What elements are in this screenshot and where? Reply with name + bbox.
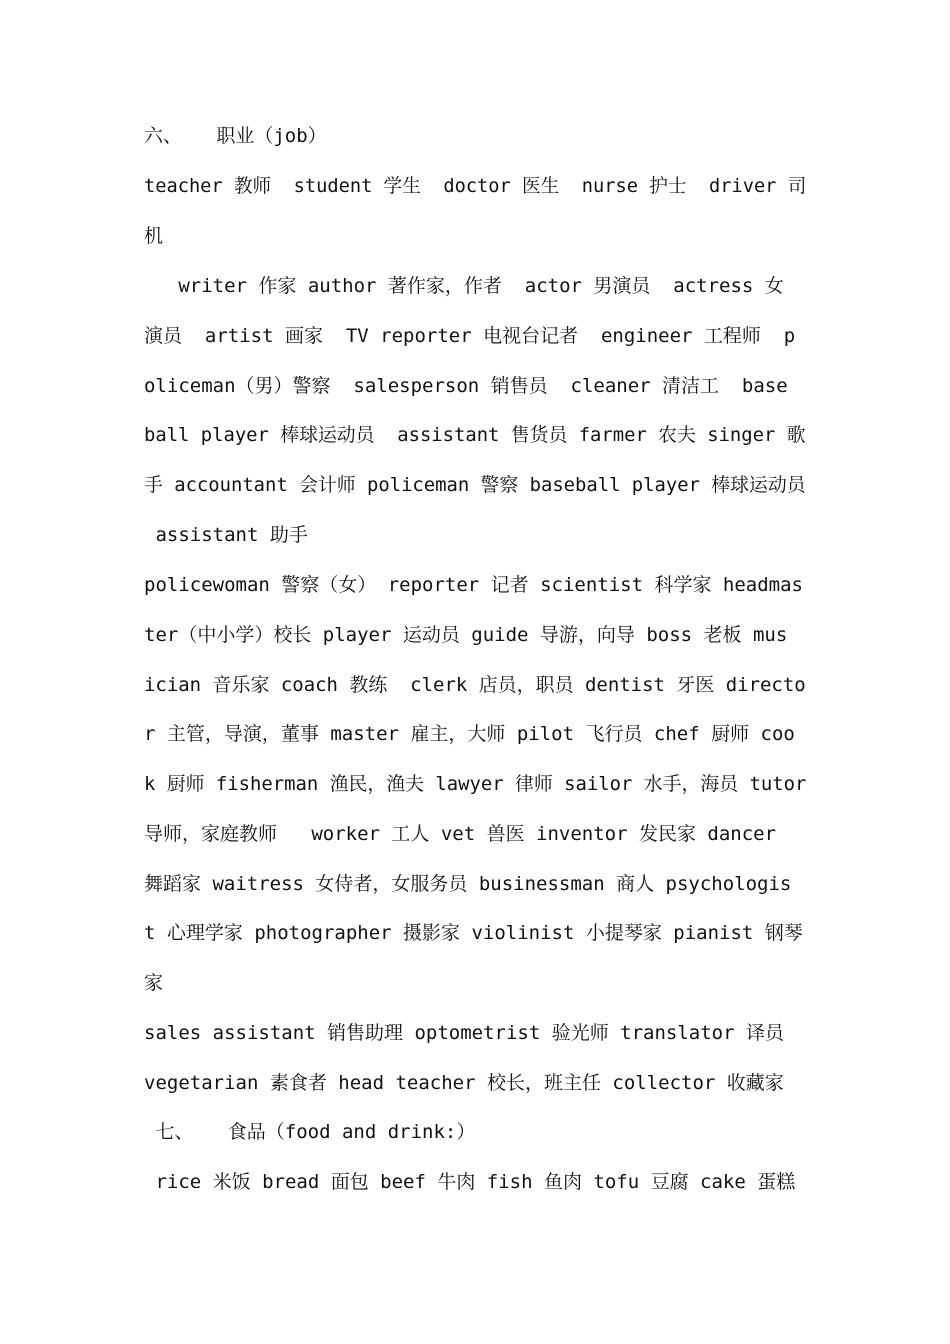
- text-line: vegetarian 素食者 head teacher 校长，班主任 collector 收藏家: [144, 1072, 784, 1094]
- text-line: 导师，家庭教师 worker 工人 vet 兽医 inventor 发民家 dancer: [144, 823, 777, 845]
- text-line: 家: [144, 972, 164, 994]
- text-line: assistant 助手: [144, 524, 308, 546]
- text-line: ter（中小学）校长 player 运动员 guide 导游，向导 boss 老板 mus: [144, 624, 788, 646]
- text-line: k 厨师 fisherman 渔民，渔夫 lawyer 律师 sailor 水手，海员 tutor: [144, 773, 807, 795]
- text-line: t 心理学家 photographer 摄影家 violinist 小提琴家 pianist 钢琴: [144, 922, 803, 944]
- section-heading-jobs: 六、 职业（job）: [144, 125, 327, 147]
- text-line: r 主管，导演，董事 master 雇主，大师 pilot 飞行员 chef 厨师 coo: [144, 723, 795, 745]
- text-line: 舞蹈家 waitress 女侍者，女服务员 businessman 商人 psychologis: [144, 873, 792, 895]
- section-heading-food: 七、 食品（food and drink:）: [144, 1121, 476, 1143]
- text-line: writer 作家 author 著作家，作者 actor 男演员 actress 女: [144, 275, 784, 297]
- text-line: ician 音乐家 coach 教练 clerk 店员，职员 dentist 牙医 directo: [144, 674, 806, 696]
- text-line: rice 米饭 bread 面包 beef 牛肉 fish 鱼肉 tofu 豆腐 cake 蛋糕: [144, 1171, 796, 1193]
- text-line: sales assistant 销售助理 optometrist 验光师 translator 译员: [144, 1022, 784, 1044]
- text-line: oliceman（男）警察 salesperson 销售员 cleaner 清洁工 base: [144, 375, 788, 397]
- text-line: ball player 棒球运动员 assistant 售货员 farmer 农夫 singer 歌: [144, 424, 806, 446]
- text-line: teacher 教师 student 学生 doctor 医生 nurse 护士 driver 司: [144, 175, 807, 197]
- text-line: 机: [144, 225, 164, 247]
- text-line: 演员 artist 画家 TV reporter 电视台记者 engineer 工程师 p: [144, 325, 796, 347]
- text-line: 手 accountant 会计师 policeman 警察 baseball player 棒球运动员: [144, 474, 806, 496]
- text-line: policewoman 警察（女） reporter 记者 scientist 科学家 headmas: [144, 574, 803, 596]
